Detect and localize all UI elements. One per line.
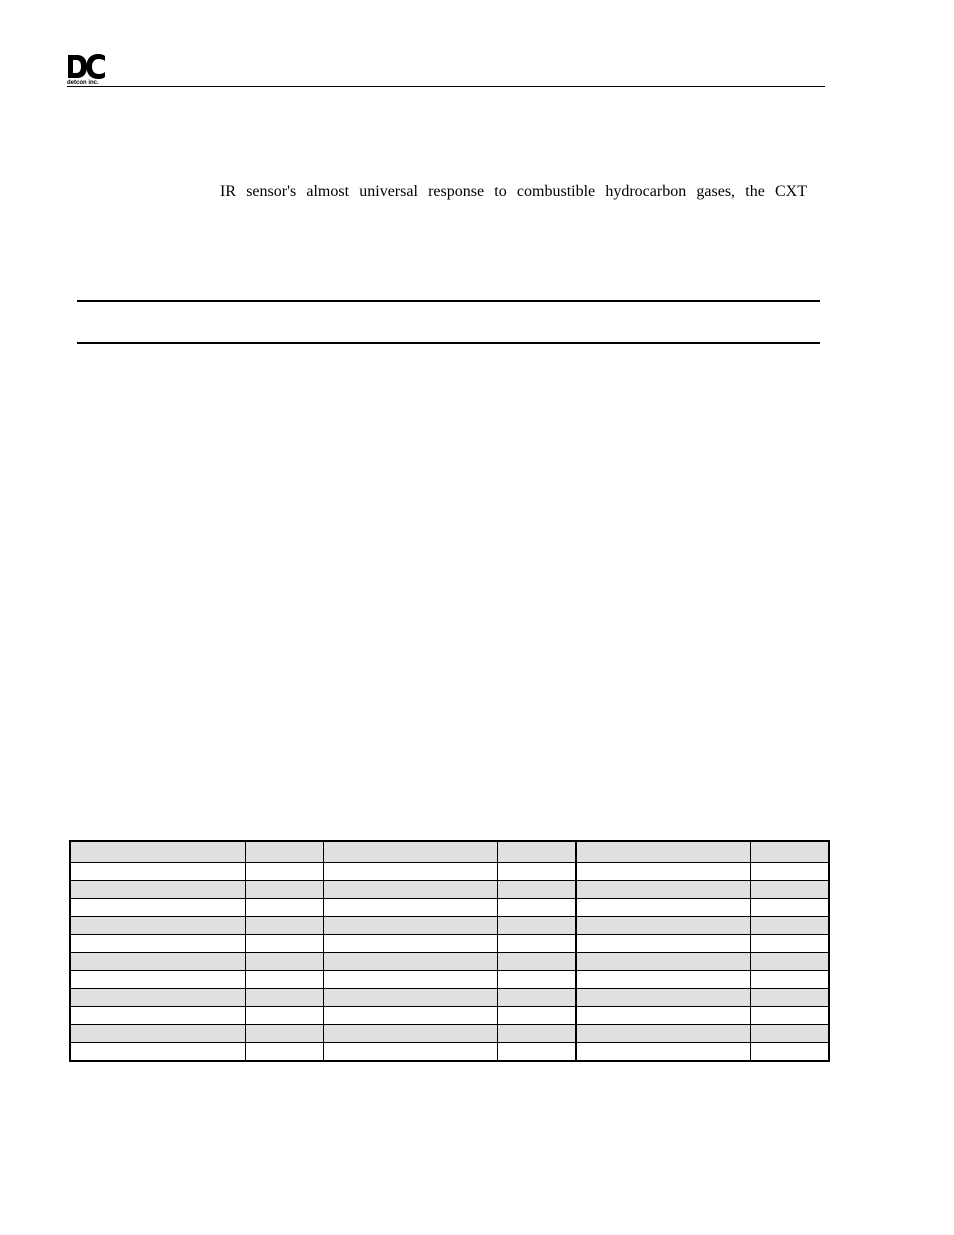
detcon-logo-icon xyxy=(67,53,107,80)
section-rule-top xyxy=(77,300,820,302)
table-header-cell xyxy=(70,841,245,863)
logo-caption: detcon inc. xyxy=(67,80,99,86)
table-row xyxy=(70,971,829,989)
table-cell xyxy=(70,953,245,971)
table-cell xyxy=(245,1043,323,1062)
table-cell xyxy=(323,917,497,935)
table-cell xyxy=(70,1043,245,1062)
table-cell xyxy=(497,1007,576,1025)
table-cell xyxy=(750,1043,829,1062)
table-cell xyxy=(245,917,323,935)
table-cell xyxy=(750,881,829,899)
gas-table xyxy=(69,840,830,1062)
table-cell xyxy=(576,989,750,1007)
table-cell xyxy=(576,1043,750,1062)
table-header-cell xyxy=(245,841,323,863)
table-cell xyxy=(70,1025,245,1043)
table-row xyxy=(70,1007,829,1025)
table-cell xyxy=(750,989,829,1007)
table-cell xyxy=(245,881,323,899)
table-cell xyxy=(497,971,576,989)
table-cell xyxy=(497,917,576,935)
table-row xyxy=(70,863,829,881)
table-cell xyxy=(70,989,245,1007)
table-cell xyxy=(497,863,576,881)
table-cell xyxy=(576,971,750,989)
table-cell xyxy=(70,971,245,989)
table-cell xyxy=(750,971,829,989)
table-header-cell xyxy=(576,841,750,863)
table-cell xyxy=(750,863,829,881)
table-cell xyxy=(323,953,497,971)
table-cell xyxy=(323,971,497,989)
table-cell xyxy=(323,863,497,881)
table-cell xyxy=(497,953,576,971)
table-cell xyxy=(70,935,245,953)
table-cell xyxy=(576,881,750,899)
table-cell xyxy=(323,881,497,899)
table-cell xyxy=(245,1025,323,1043)
section-rule-bottom xyxy=(77,342,820,344)
table-cell xyxy=(323,1043,497,1062)
table-row xyxy=(70,899,829,917)
table-row xyxy=(70,935,829,953)
table-cell xyxy=(245,935,323,953)
table-cell xyxy=(576,935,750,953)
table-cell xyxy=(70,881,245,899)
table-row xyxy=(70,1043,829,1062)
table-cell xyxy=(245,971,323,989)
table-cell xyxy=(576,917,750,935)
table-cell xyxy=(245,1007,323,1025)
table-cell xyxy=(323,935,497,953)
detcon-logo xyxy=(67,53,107,87)
table-row xyxy=(70,1025,829,1043)
table-cell xyxy=(576,899,750,917)
table-cell xyxy=(323,1007,497,1025)
table-cell xyxy=(497,899,576,917)
table-cell xyxy=(750,899,829,917)
table-cell xyxy=(323,1025,497,1043)
table-cell xyxy=(323,899,497,917)
table-cell xyxy=(245,953,323,971)
table-cell xyxy=(70,917,245,935)
table-row xyxy=(70,953,829,971)
table-row xyxy=(70,881,829,899)
table-row xyxy=(70,917,829,935)
table-cell xyxy=(576,953,750,971)
table-cell xyxy=(750,935,829,953)
table-header-row xyxy=(70,841,829,863)
table-cell xyxy=(497,881,576,899)
body-paragraph-line: IR sensor's almost universal response to combustible hydrocarbon gases, the CXT xyxy=(220,183,807,200)
table-cell xyxy=(497,935,576,953)
table-cell xyxy=(576,863,750,881)
table-cell xyxy=(497,1025,576,1043)
table-cell xyxy=(70,863,245,881)
table-row xyxy=(70,989,829,1007)
table-header-cell xyxy=(750,841,829,863)
table-cell xyxy=(245,899,323,917)
table-cell xyxy=(750,917,829,935)
table-header-cell xyxy=(323,841,497,863)
table-cell xyxy=(750,1025,829,1043)
table-cell xyxy=(70,1007,245,1025)
table-cell xyxy=(576,1007,750,1025)
table-cell xyxy=(750,1007,829,1025)
table-cell xyxy=(70,899,245,917)
table-cell xyxy=(245,989,323,1007)
table-header-cell xyxy=(497,841,576,863)
table-cell xyxy=(497,1043,576,1062)
table-cell xyxy=(750,953,829,971)
table-cell xyxy=(245,863,323,881)
table-cell xyxy=(323,989,497,1007)
table-cell xyxy=(497,989,576,1007)
table-cell xyxy=(576,1025,750,1043)
header-rule xyxy=(67,86,825,87)
